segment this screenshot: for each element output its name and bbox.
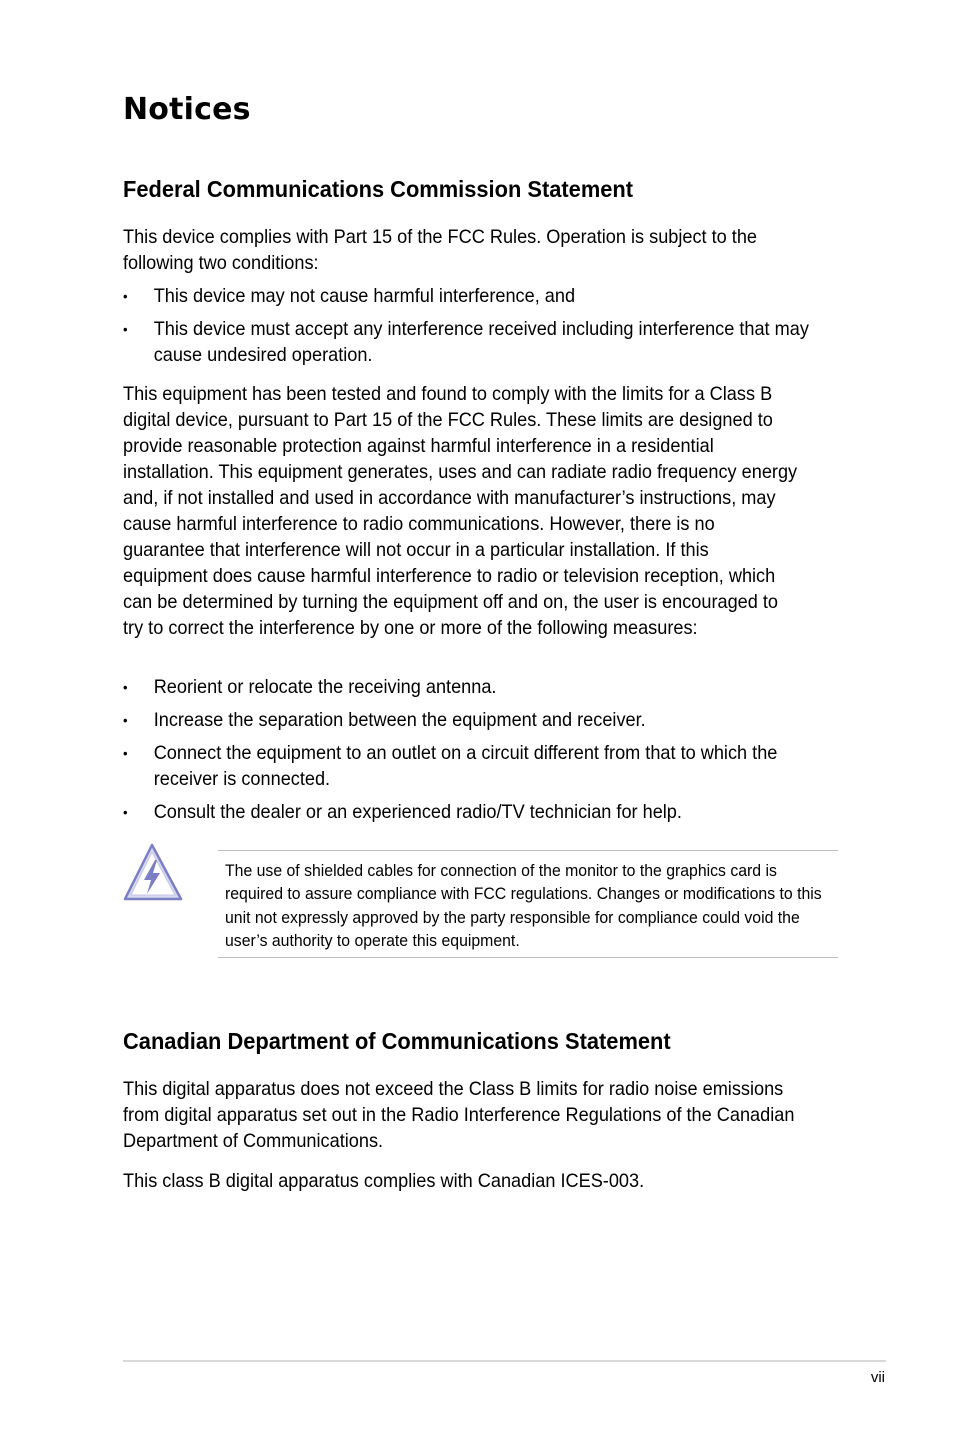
fcc-heading: Federal Communications Commission Statement: [123, 176, 634, 202]
fcc-intro: This device complies with Part 15 of the FCC Rules. Operation is subject to the following two conditions:: [123, 226, 758, 274]
fcc-note-box: [218, 850, 838, 958]
fcc-body: This equipment has been tested and found to comply with the limits for a Class B digital device, pursuant to Part 15 of the FCC Rules. These limits are designed to provide reasonable protection against harmful interference in a residential installation. This equipment generates, uses and can radiate radio frequency energy and, if not installed and used in accordance with manufacturer’s instructions, may cause harmful interference to radio communications. However, there is no guarantee that interference will not occur in a particular installation. If this equipment does cause harmful interference to radio or television reception, which can be determined by turning the equipment off and on, the user is encouraged to try to correct the interference by one or more of the following measures:: [123, 383, 798, 639]
list-item: • Reorient or relocate the receiving antenna.: [123, 674, 847, 700]
canada-para-2: This class B digital apparatus complies with Canadian ICES-003.: [123, 1170, 645, 1192]
page-number: vii: [870, 1369, 885, 1386]
footer-divider: [123, 1360, 886, 1362]
fcc-note-text: The use of shielded cables for connection of the monitor to the graphics card is required to assure compliance with FCC regulations. Changes or modifications to this unit not expressly approved by the party responsible for compliance could void the user’s authority to operate this equipment.: [225, 861, 822, 950]
page-title: Notices: [123, 92, 251, 127]
canada-heading: Canadian Department of Communications Statement: [123, 1028, 671, 1054]
warning-lightning-icon: [122, 842, 184, 902]
fcc-measures-list: [123, 674, 853, 832]
list-item: • Consult the dealer or an experienced radio/TV technician for help.: [123, 799, 847, 825]
canada-para-1: This digital apparatus does not exceed the Class B limits for radio noise emissions from digital apparatus set out in the Radio Interference Regulations of the Canadian Department of Communications.: [123, 1078, 795, 1152]
list-item: • This device may not cause harmful interference, and: [123, 283, 847, 309]
list-item: • This device must accept any interference received including interference that may cause undesired operation.: [123, 316, 847, 368]
list-item: • Connect the equipment to an outlet on a circuit different from that to which the receiver is connected.: [123, 740, 847, 792]
list-item: • Increase the separation between the equipment and receiver.: [123, 707, 847, 733]
fcc-conditions-list: [123, 283, 853, 375]
